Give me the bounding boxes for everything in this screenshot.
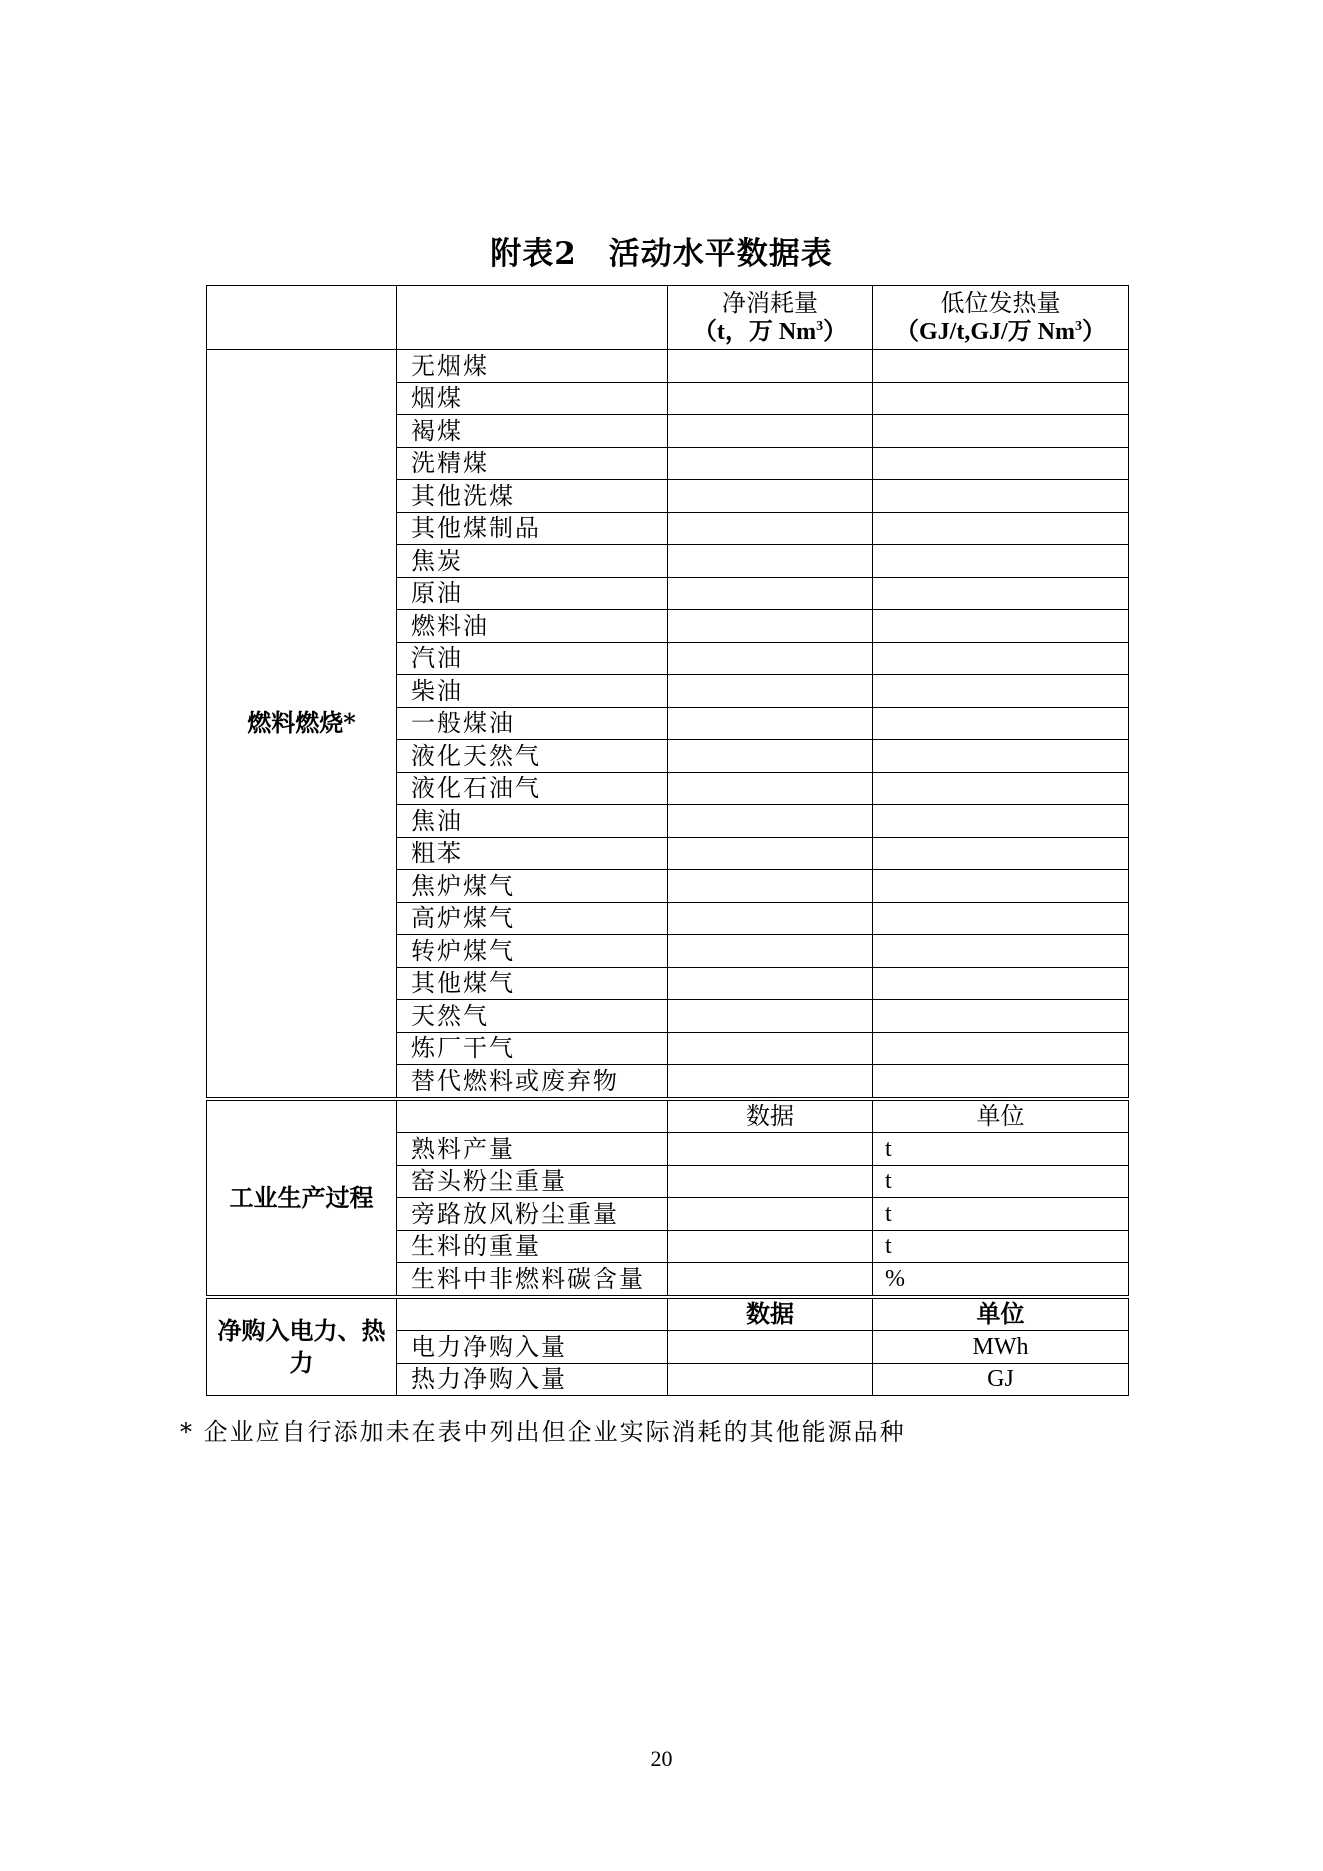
fuel-item-name: 液化天然气 (397, 740, 668, 773)
fuel-consumption-cell (668, 577, 873, 610)
industrial-data-cell (668, 1198, 873, 1231)
header-net-consumption-label: 净消耗量 (722, 288, 818, 317)
fuel-calorific-cell (873, 415, 1129, 448)
industrial-data-cell (668, 1263, 873, 1297)
fuel-item-name: 柴油 (397, 675, 668, 708)
industrial-item-name: 窑头粉尘重量 (397, 1165, 668, 1198)
header-net-consumption (668, 286, 873, 350)
fuel-consumption-cell (668, 870, 873, 903)
fuel-calorific-cell (873, 1032, 1129, 1065)
purchased-item-name: 电力净购入量 (397, 1331, 668, 1364)
fuel-item-name: 原油 (397, 577, 668, 610)
fuel-consumption-cell (668, 415, 873, 448)
fuel-item-name: 褐煤 (397, 415, 668, 448)
header-calorific-value-label: 低位发热量 (940, 288, 1061, 317)
industrial-item-name: 生料的重量 (397, 1230, 668, 1263)
fuel-calorific-cell (873, 740, 1129, 773)
fuel-consumption-cell (668, 642, 873, 675)
fuel-calorific-cell (873, 1000, 1129, 1033)
fuel-item-name: 天然气 (397, 1000, 668, 1033)
industrial-unit-cell: t (873, 1133, 1129, 1166)
fuel-item-name: 无烟煤 (397, 350, 668, 383)
fuel-calorific-cell (873, 577, 1129, 610)
fuel-item-name: 燃料油 (397, 610, 668, 643)
fuel-calorific-cell (873, 610, 1129, 643)
fuel-calorific-cell (873, 967, 1129, 1000)
industrial-empty-cell (397, 1099, 668, 1133)
table-title: 附表2 活动水平数据表 (490, 236, 833, 272)
fuel-category-cell: 燃料燃烧* (207, 350, 397, 1099)
fuel-item-name: 其他洗煤 (397, 480, 668, 513)
purchased-data-label: 数据 (668, 1297, 873, 1331)
header-row (207, 286, 1129, 350)
fuel-consumption-cell (668, 382, 873, 415)
industrial-data-cell (668, 1165, 873, 1198)
fuel-calorific-cell (873, 447, 1129, 480)
fuel-consumption-cell (668, 1000, 873, 1033)
fuel-calorific-cell (873, 707, 1129, 740)
fuel-calorific-cell (873, 642, 1129, 675)
industrial-item-name: 旁路放风粉尘重量 (397, 1198, 668, 1231)
fuel-consumption-cell (668, 967, 873, 1000)
fuel-row (207, 350, 1129, 383)
fuel-consumption-cell (668, 675, 873, 708)
fuel-consumption-cell (668, 447, 873, 480)
fuel-item-name: 替代燃料或废弃物 (397, 1065, 668, 1099)
fuel-calorific-cell (873, 837, 1129, 870)
header-net-consumption-unit: （t，万 Nm$^3$） (692, 318, 848, 345)
purchased-empty-cell (397, 1297, 668, 1331)
fuel-consumption-cell (668, 1032, 873, 1065)
fuel-item-name: 烟煤 (397, 382, 668, 415)
purchased-unit-cell: GJ (873, 1363, 1129, 1396)
industrial-unit-label: 单位 (873, 1099, 1129, 1133)
industrial-data-cell (668, 1230, 873, 1263)
industrial-item-name: 生料中非燃料碳含量 (397, 1263, 668, 1297)
fuel-consumption-cell (668, 837, 873, 870)
fuel-item-name: 转炉煤气 (397, 935, 668, 968)
industrial-unit-cell: t (873, 1165, 1129, 1198)
header-calorific-value (873, 286, 1129, 350)
fuel-calorific-cell (873, 382, 1129, 415)
fuel-calorific-cell (873, 772, 1129, 805)
industrial-data-cell (668, 1133, 873, 1166)
purchased-item-name: 热力净购入量 (397, 1363, 668, 1396)
footnote: * 企业应自行添加未在表中列出但企业实际消耗的其他能源品种 (180, 1418, 906, 1446)
fuel-consumption-cell (668, 512, 873, 545)
fuel-consumption-cell (668, 740, 873, 773)
fuel-item-name: 液化石油气 (397, 772, 668, 805)
fuel-calorific-cell (873, 805, 1129, 838)
fuel-calorific-cell (873, 1065, 1129, 1099)
purchased-category-cell: 净购入电力、热力 (207, 1297, 397, 1396)
fuel-calorific-cell (873, 480, 1129, 513)
fuel-consumption-cell (668, 545, 873, 578)
fuel-consumption-cell (668, 610, 873, 643)
fuel-calorific-cell (873, 870, 1129, 903)
fuel-item-name: 一般煤油 (397, 707, 668, 740)
fuel-item-name: 其他煤气 (397, 967, 668, 1000)
fuel-consumption-cell (668, 707, 873, 740)
industrial-header-row (207, 1099, 1129, 1133)
industrial-unit-cell: % (873, 1263, 1129, 1297)
industrial-data-label: 数据 (668, 1099, 873, 1133)
fuel-item-name: 高炉煤气 (397, 902, 668, 935)
purchased-unit-cell: MWh (873, 1331, 1129, 1364)
fuel-item-name: 炼厂干气 (397, 1032, 668, 1065)
purchased-data-cell (668, 1331, 873, 1364)
purchased-unit-label: 单位 (873, 1297, 1129, 1331)
fuel-item-name: 洗精煤 (397, 447, 668, 480)
activity-data-table (206, 285, 1129, 1396)
fuel-item-name: 焦炭 (397, 545, 668, 578)
fuel-consumption-cell (668, 1065, 873, 1099)
industrial-category-cell: 工业生产过程 (207, 1099, 397, 1297)
fuel-calorific-cell (873, 350, 1129, 383)
fuel-consumption-cell (668, 350, 873, 383)
fuel-consumption-cell (668, 902, 873, 935)
fuel-calorific-cell (873, 545, 1129, 578)
header-empty-cell (207, 286, 397, 350)
purchased-header-row (207, 1297, 1129, 1331)
fuel-item-name: 焦炉煤气 (397, 870, 668, 903)
fuel-item-name: 粗苯 (397, 837, 668, 870)
industrial-unit-cell: t (873, 1230, 1129, 1263)
header-empty-cell (397, 286, 668, 350)
fuel-calorific-cell (873, 675, 1129, 708)
fuel-item-name: 汽油 (397, 642, 668, 675)
fuel-calorific-cell (873, 935, 1129, 968)
fuel-calorific-cell (873, 512, 1129, 545)
fuel-calorific-cell (873, 902, 1129, 935)
purchased-data-cell (668, 1363, 873, 1396)
industrial-item-name: 熟料产量 (397, 1133, 668, 1166)
fuel-consumption-cell (668, 772, 873, 805)
page-number: 20 (650, 1746, 673, 1771)
header-calorific-value-unit: （GJ/t,GJ/万 Nm$^3$） (895, 318, 1106, 345)
fuel-item-name: 焦油 (397, 805, 668, 838)
fuel-item-name: 其他煤制品 (397, 512, 668, 545)
industrial-unit-cell: t (873, 1198, 1129, 1231)
fuel-consumption-cell (668, 935, 873, 968)
fuel-consumption-cell (668, 480, 873, 513)
fuel-consumption-cell (668, 805, 873, 838)
